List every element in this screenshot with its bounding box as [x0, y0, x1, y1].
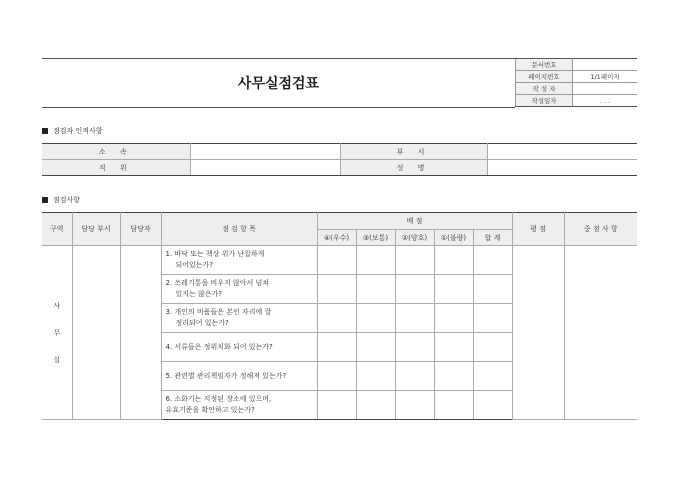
score-cell[interactable] [317, 362, 356, 391]
score-header: 배 점 [317, 213, 512, 230]
info-value[interactable] [573, 59, 638, 71]
total-cell[interactable] [473, 391, 512, 420]
zone-char: 무 [53, 328, 61, 337]
score-cell[interactable] [356, 362, 395, 391]
score-cell[interactable] [395, 246, 434, 275]
info-label: 페이지번호 [516, 71, 573, 83]
score-cell[interactable] [317, 333, 356, 362]
score-col-header: ②(양호) [395, 230, 434, 246]
bullet-square-icon [42, 128, 48, 134]
score-cell[interactable] [395, 304, 434, 333]
score-cell[interactable] [395, 275, 434, 304]
checklist-item [161, 304, 317, 333]
rating-cell[interactable] [512, 246, 564, 420]
item-text: 1. 바닥 또는 책상 위가 난잡하게 [165, 250, 265, 258]
total-cell[interactable] [473, 275, 512, 304]
name-field[interactable] [487, 160, 637, 176]
zone-header: 구역 [42, 213, 72, 246]
total-cell[interactable] [473, 362, 512, 391]
inspector-section-title [42, 126, 103, 136]
score-cell[interactable] [434, 304, 473, 333]
department-field[interactable] [487, 144, 637, 160]
item-text: 4. 서류들은 정위치화 되어 있는가? [165, 342, 273, 351]
score-cell[interactable] [356, 304, 395, 333]
info-row [516, 95, 638, 107]
score-col-header: ③(보통) [356, 230, 395, 246]
score-col-header: ①(불량) [434, 230, 473, 246]
checklist-item [161, 362, 317, 391]
item-text: 있지는 않은가? [175, 290, 223, 298]
total-cell[interactable] [473, 246, 512, 275]
item-text: 3. 개인의 비품들은 본인 자리에 잘 [165, 308, 272, 316]
total-header: 합 계 [473, 230, 512, 246]
score-cell[interactable] [317, 246, 356, 275]
inspector-section-label: 점검자 인적사항 [53, 127, 103, 135]
checklist-item [161, 333, 317, 362]
score-cell[interactable] [356, 391, 395, 420]
zone-char: 사 [53, 301, 61, 310]
info-value[interactable] [573, 83, 638, 95]
zone-char: 실 [53, 355, 61, 364]
checklist-item [161, 275, 317, 304]
item-text: 5. 관련별 관리책임자가 정해져 있는가? [165, 371, 287, 380]
checklist-section-label: 점검사항 [53, 196, 81, 204]
info-row [516, 59, 638, 71]
affiliation-label: 소 속 [42, 144, 190, 160]
total-cell[interactable] [473, 304, 512, 333]
item-text: 정리되어 있는가? [175, 319, 229, 327]
rating-header: 평 점 [512, 213, 564, 246]
score-cell[interactable] [434, 391, 473, 420]
inspector-table [42, 143, 637, 176]
name-label: 성 명 [340, 160, 487, 176]
affiliation-field[interactable] [190, 144, 340, 160]
score-cell[interactable] [434, 333, 473, 362]
position-label: 직 위 [42, 160, 190, 176]
document-info-table [515, 58, 637, 107]
score-col-header: ④(우수) [317, 230, 356, 246]
table-row [42, 246, 637, 275]
info-label: 작 성 자 [516, 83, 573, 95]
header-row [42, 213, 637, 230]
score-cell[interactable] [356, 275, 395, 304]
item-text: 되어있는가? [175, 261, 214, 269]
score-cell[interactable] [434, 246, 473, 275]
info-value[interactable]: 1/1페이지 [573, 71, 638, 83]
score-cell[interactable] [356, 246, 395, 275]
score-cell[interactable] [434, 275, 473, 304]
score-cell[interactable] [395, 391, 434, 420]
item-text: 6. 소화기는 지정된 장소에 있으며, [165, 395, 272, 403]
score-cell[interactable] [395, 362, 434, 391]
score-cell[interactable] [317, 275, 356, 304]
info-label: 문서번호 [516, 59, 573, 71]
info-row [516, 71, 638, 83]
department-label: 부 서 [340, 144, 487, 160]
checklist-table [42, 212, 637, 420]
inspector-row [42, 144, 637, 160]
department-cell[interactable] [72, 246, 120, 420]
score-cell[interactable] [395, 333, 434, 362]
checklist-item [161, 391, 317, 420]
bullet-square-icon [42, 197, 48, 203]
document-title: 사무실점검표 [42, 58, 515, 108]
item-text: 유효기준을 확인하고 있는가? [165, 406, 255, 414]
info-label: 작성일자 [516, 95, 573, 107]
manager-cell[interactable] [120, 246, 161, 420]
checklist-item [161, 246, 317, 275]
notes-cell[interactable] [564, 246, 637, 420]
score-cell[interactable] [356, 333, 395, 362]
notes-header: 중 점 사 항 [564, 213, 637, 246]
inspector-row [42, 160, 637, 176]
position-field[interactable] [190, 160, 340, 176]
score-cell[interactable] [317, 304, 356, 333]
checklist-section-title [42, 195, 80, 205]
items-header: 점 검 항 목 [161, 213, 317, 246]
item-text: 2. 쓰레기통을 비우지 않아서 넘쳐 [165, 279, 269, 287]
info-row [516, 83, 638, 95]
score-cell[interactable] [317, 391, 356, 420]
manager-header: 담당자 [120, 213, 161, 246]
total-cell[interactable] [473, 333, 512, 362]
department-header: 담당 부서 [72, 213, 120, 246]
score-cell[interactable] [434, 362, 473, 391]
zone-cell [42, 246, 72, 420]
info-value[interactable]: . . . [573, 95, 638, 107]
